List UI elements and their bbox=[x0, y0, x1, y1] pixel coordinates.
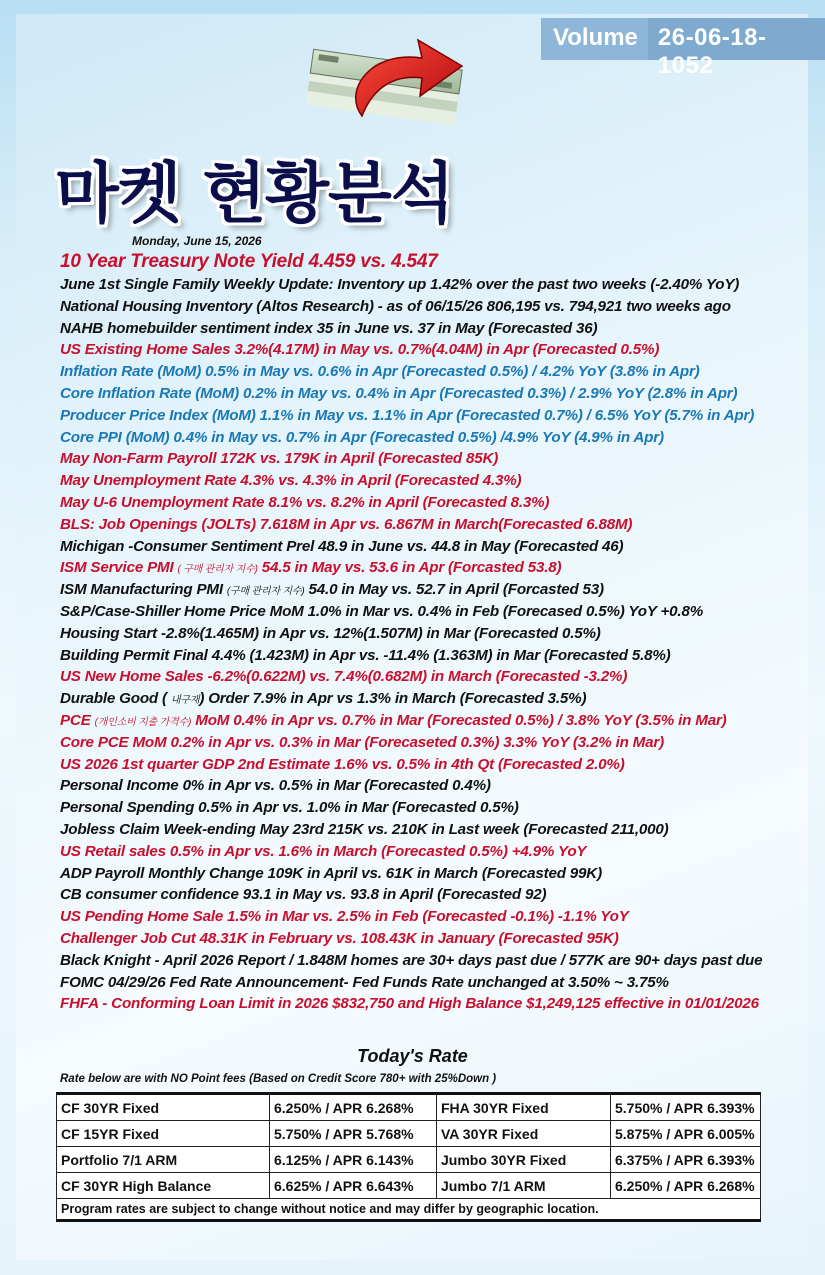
table-row bbox=[57, 1173, 761, 1199]
indicator-text: ISM Manufacturing PMI bbox=[60, 581, 227, 599]
table-cell: FHA 30YR Fixed bbox=[437, 1094, 611, 1121]
indicator-text: ISM Service PMI bbox=[60, 559, 178, 577]
table-row bbox=[57, 1121, 761, 1147]
korean-annotation: ( 구매 관리자 지수) bbox=[177, 564, 258, 576]
indicator-line: National Housing Inventory (Altos Research) - as of 06/15/26 806,195 vs. 794,921 two weeks ago bbox=[60, 297, 731, 315]
indicator-line bbox=[60, 688, 786, 710]
indicator-line: May U-6 Unemployment Rate 8.1% vs. 8.2% in April (Forecasted 8.3%) bbox=[60, 493, 550, 511]
indicator-line: Personal Income 0% in Apr vs. 0.5% in Mar (Forecasted 0.4%) bbox=[60, 777, 491, 795]
indicator-line: BLS: Job Openings (JOLTs) 7.618M in Apr vs. 6.867M in March(Forecasted 6.88M) bbox=[60, 515, 633, 533]
indicator-line: Core Inflation Rate (MoM) 0.2% in May vs. 0.4% in Apr (Forecasted 0.3%) / 2.9% YoY (2.8% in Apr) bbox=[60, 384, 738, 402]
indicator-line: May Unemployment Rate 4.3% vs. 4.3% in April (Forecasted 4.3%) bbox=[60, 472, 522, 490]
table-cell: 6.250% / APR 6.268% bbox=[270, 1094, 437, 1121]
table-row bbox=[57, 1199, 761, 1221]
table-row bbox=[57, 1147, 761, 1173]
table-cell: 6.250% / APR 6.268% bbox=[611, 1173, 761, 1199]
indicator-line: ADP Payroll Monthly Change 109K in April vs. 61K in March (Forecasted 99K) bbox=[60, 864, 602, 882]
table-cell: 5.875% / APR 6.005% bbox=[611, 1121, 761, 1147]
indicator-line: Michigan -Consumer Sentiment Prel 48.9 in June vs. 44.8 in May (Forecasted 46) bbox=[60, 537, 624, 555]
table-cell: 6.625% / APR 6.643% bbox=[270, 1173, 437, 1199]
korean-annotation: (개인소비 지출 가격수) bbox=[94, 716, 192, 728]
indicator-text: MoM 0.4% in Apr vs. 0.7% in Mar (Forecasted 0.5%) / 3.8% YoY (3.5% in Mar) bbox=[191, 711, 727, 729]
report-date: Monday, June 15, 2026 bbox=[132, 234, 262, 248]
indicator-line: 10 Year Treasury Note Yield 4.459 vs. 4.547 bbox=[60, 251, 438, 272]
rates-subtitle: Rate below are with NO Point fees (Based on Credit Score 780+ with 25%Down ) bbox=[60, 1073, 497, 1085]
rates-title: Today's Rate bbox=[357, 1046, 468, 1066]
indicator-list bbox=[46, 250, 786, 1015]
indicator-line: US Existing Home Sales 3.2%(4.17M) in May vs. 0.7%(4.04M) in Apr (Forecasted 0.5%) bbox=[60, 341, 660, 359]
table-cell: 5.750% / APR 6.393% bbox=[611, 1094, 761, 1121]
indicator-line: Core PPI (MoM) 0.4% in May vs. 0.7% in Apr (Forecasted 0.5%) /4.9% YoY (4.9% in Apr) bbox=[60, 428, 664, 446]
indicator-text: ) Order 7.9% in Apr vs 1.3% in March (Forecasted 3.5%) bbox=[199, 690, 587, 708]
volume-badge bbox=[541, 18, 825, 79]
market-report bbox=[46, 232, 786, 1015]
indicator-text: 54.0 in May vs. 52.7 in April (Forcasted 53) bbox=[304, 581, 604, 599]
indicator-line: June 1st Single Family Weekly Update: Inventory up 1.42% over the past two weeks (-2.40% YoY) bbox=[60, 276, 740, 293]
indicator-line: Producer Price Index (MoM) 1.1% in May vs. 1.1% in Apr (Forecasted 0.7%) / 6.5% YoY (5.7% in Apr) bbox=[60, 406, 755, 424]
table-row bbox=[57, 1094, 761, 1121]
indicator-line: Personal Spending 0.5% in Apr vs. 1.0% in Mar (Forecasted 0.5%) bbox=[60, 799, 519, 817]
table-cell: CF 30YR High Balance bbox=[57, 1173, 270, 1199]
indicator-line: NAHB homebuilder sentiment index 35 in June vs. 37 in May (Forecasted 36) bbox=[60, 319, 598, 337]
indicator-line: Challenger Job Cut 48.31K in February vs. 108.43K in January (Forecasted 95K) bbox=[60, 929, 619, 947]
indicator-line: US Pending Home Sale 1.5% in Mar vs. 2.5% in Feb (Forecasted -0.1%) -1.1% YoY bbox=[60, 908, 629, 926]
money-arrow-icon bbox=[302, 20, 472, 140]
indicator-line: May Non-Farm Payroll 172K vs. 179K in April (Forecasted 85K) bbox=[60, 450, 499, 468]
indicator-line: FHFA - Conforming Loan Limit in 2026 $832,750 and High Balance $1,249,125 effective in 01/01/2026 bbox=[60, 995, 759, 1013]
indicator-line: CB consumer confidence 93.1 in May vs. 93.8 in April (Forecasted 92) bbox=[60, 886, 547, 904]
volume-number: 26-06-18-1052 bbox=[648, 18, 825, 60]
table-cell: Jumbo 7/1 ARM bbox=[437, 1173, 611, 1199]
table-cell: Jumbo 30YR Fixed bbox=[437, 1147, 611, 1173]
indicator-text: Durable Good ( bbox=[60, 690, 171, 708]
indicator-line bbox=[60, 557, 786, 579]
indicator-line bbox=[60, 710, 786, 732]
rates-table bbox=[56, 1092, 761, 1222]
volume-label: Volume bbox=[541, 18, 648, 60]
table-cell: Portfolio 7/1 ARM bbox=[57, 1147, 270, 1173]
indicator-line: Inflation Rate (MoM) 0.5% in May vs. 0.6% in Apr (Forecasted 0.5%) / 4.2% YoY (3.8% in Apr) bbox=[60, 363, 700, 381]
indicator-line bbox=[60, 579, 786, 601]
indicator-line: US 2026 1st quarter GDP 2nd Estimate 1.6% vs. 0.5% in 4th Qt (Forecasted 2.0%) bbox=[60, 755, 625, 773]
indicator-line: US New Home Sales -6.2%(0.622M) vs. 7.4%(0.682M) in March (Forecasted -3.2%) bbox=[60, 668, 628, 686]
korean-annotation: 내구재 bbox=[170, 695, 200, 707]
korean-annotation: (구매 관리자 지수) bbox=[226, 586, 305, 598]
table-cell: CF 15YR Fixed bbox=[57, 1121, 270, 1147]
indicator-line: Housing Start -2.8%(1.465M) in Apr vs. 12%(1.507M) in Mar (Forecasted 0.5%) bbox=[60, 624, 601, 642]
table-cell: 6.375% / APR 6.393% bbox=[611, 1147, 761, 1173]
table-cell: 6.125% / APR 6.143% bbox=[270, 1147, 437, 1173]
indicator-line: S&P/Case-Shiller Home Price MoM 1.0% in Mar vs. 0.4% in Feb (Forecased 0.5%) YoY +0.8% bbox=[60, 602, 704, 620]
indicator-line: Core PCE MoM 0.2% in Apr vs. 0.3% in Mar (Forecaseted 0.3%) 3.3% YoY (3.2% in Mar) bbox=[60, 733, 664, 751]
indicator-line: Jobless Claim Week-ending May 23rd 215K vs. 210K in Last week (Forecasted 211,000) bbox=[60, 820, 669, 838]
indicator-line: Building Permit Final 4.4% (1.423M) in Apr vs. -11.4% (1.363M) in Mar (Forecasted 5.8%) bbox=[60, 646, 671, 664]
page-title: 마켓 현황분석 bbox=[55, 155, 454, 232]
indicator-line: Black Knight - April 2026 Report / 1.848M homes are 30+ days past due / 577K are 90+ days past due bbox=[60, 951, 763, 969]
rates-disclaimer: Program rates are subject to change without notice and may differ by geographic location. bbox=[57, 1199, 761, 1221]
indicator-line: FOMC 04/29/26 Fed Rate Announcement- Fed Funds Rate unchanged at 3.50% ~ 3.75% bbox=[60, 973, 669, 991]
table-cell: 5.750% / APR 5.768% bbox=[270, 1121, 437, 1147]
indicator-line: US Retail sales 0.5% in Apr vs. 1.6% in March (Forecasted 0.5%) +4.9% YoY bbox=[60, 842, 587, 860]
table-cell: CF 30YR Fixed bbox=[57, 1094, 270, 1121]
table-cell: VA 30YR Fixed bbox=[437, 1121, 611, 1147]
indicator-text: PCE bbox=[60, 711, 95, 729]
indicator-text: 54.5 in May vs. 53.6 in Apr (Forcasted 53.8) bbox=[257, 559, 562, 577]
